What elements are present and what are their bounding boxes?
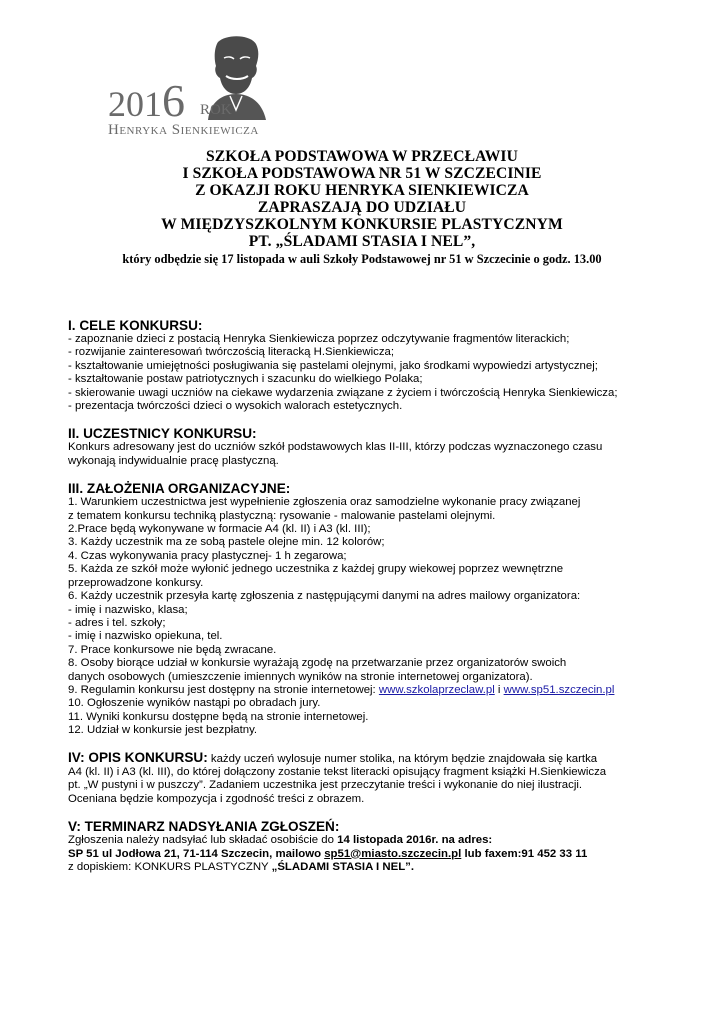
logo-rok: ROK — [200, 102, 232, 118]
logo-name: Henryka Sienkiewicza — [108, 122, 259, 138]
link-szkolaprzeclaw[interactable]: www.szkolaprzeclaw.pl — [378, 683, 495, 696]
deadline-date: 14 listopada 2016r. na adres: — [337, 834, 493, 847]
deadline-line — [68, 834, 688, 847]
rule-line: 5. Każda ze szkół może wyłonić jednego uczestnika z każdej grupy wiekowej poprzez wewnętrzne — [68, 563, 564, 576]
list-item: - kształtowanie umiejętności posługiwania się pastelami olejnymi, jako środkami wypowiedzi artystycznej; — [68, 359, 598, 372]
section-4-text: każdy uczeń wylosuje numer stolika, na którym będzie znajdowała się kartka — [207, 752, 598, 765]
list-item: - zapoznanie dzieci z postacią Henryka Sienkiewicza poprzez odczytywanie fragmentów literackich; — [68, 333, 570, 345]
rule-line: 1. Warunkiem uczestnictwa jest wypełnienie zgłoszenia oraz samodzielne wykonanie pracy związanej — [68, 496, 581, 509]
paragraph-line: A4 (kl. II) i A3 (kl. III), do której dołączony zostanie tekst literacki opisujący fragment książki H.Sienkiewicza — [68, 765, 607, 778]
section-3-title: III. ZAŁOŻENIA ORGANIZACYJNE: — [68, 481, 291, 497]
rule-9-mid: i — [494, 683, 504, 696]
header-line: I SZKOŁA PODSTAWOWA NR 51 W SZCZECINIE — [182, 165, 542, 182]
rule-9-text: 9. Regulamin konkursu jest dostępny na stronie internetowej: — [68, 683, 379, 696]
fax-text: lub faxem:91 452 33 11 — [461, 847, 588, 860]
deadline-text: Zgłoszenia należy nadsyłać lub składać osobiście do — [68, 834, 338, 847]
header-line: SZKOŁA PODSTAWOWA W PRZECŁAWIU — [206, 148, 518, 165]
header — [40, 148, 684, 267]
rule-line: 8. Osoby biorące udział w konkursie wyrażają zgodę na przetwarzanie przez organizatorów swoich — [68, 657, 567, 670]
rule-line: danych osobowych (umieszczenie imiennych wyników na stronie internetowej organizatora). — [68, 670, 533, 683]
header-line: PT. „ŚLADAMI STASIA I NEL”, — [248, 233, 476, 250]
logo — [90, 30, 290, 138]
header-subline: który odbędzie się 17 listopada w auli Szkoły Podstawowej nr 51 w Szczecinie o godz. 13.00 — [122, 252, 602, 266]
list-item: - rozwijanie zainteresowań twórczością literacką H.Sienkiewicza; — [68, 346, 395, 359]
paragraph-line: Oceniana będzie kompozycja i zgodność treści z obrazem. — [68, 792, 365, 805]
rule-line: 6. Każdy uczestnik przesyła kartę zgłoszenia z następującymi danymi na adres mailowy organizatora: — [68, 590, 581, 603]
section-2-title: II. UCZESTNICY KONKURSU: — [68, 426, 257, 442]
rule-line: przeprowadzone konkursy. — [68, 576, 204, 589]
list-item: - skierowanie uwagi uczniów na ciekawe wydarzenia związane z życiem i twórczością Henryka Sienkiewicza; — [68, 386, 618, 399]
note-title: „ŚLADAMI STASIA I NEL”. — [271, 861, 415, 873]
rule-line: - adres i tel. szkoły; — [68, 616, 166, 629]
rule-line: 10. Ogłoszenie wyników nastąpi po obradach jury. — [68, 697, 321, 710]
rule-line-9 — [68, 684, 688, 697]
header-line: ZAPRASZAJĄ DO UDZIAŁU — [257, 199, 467, 216]
rule-line: - imię i nazwisko opiekuna, tel. — [68, 630, 223, 643]
address-text: SP 51 ul Jodłowa 21, 71-114 Szczecin, mailowo — [68, 847, 325, 860]
rule-line: 3. Każdy uczestnik ma ze sobą pastele olejne min. 12 kolorów; — [68, 536, 385, 549]
rule-line: - imię i nazwisko, klasa; — [68, 603, 188, 616]
section-4-first-line — [68, 751, 688, 766]
link-sp51[interactable]: www.sp51.szczecin.pl — [503, 683, 615, 696]
note-text: z dopiskiem: KONKURS PLASTYCZNY — [68, 861, 272, 873]
logo-year: 2016 — [108, 75, 185, 126]
section-4-title: IV: OPIS KONKURSU: — [68, 749, 208, 765]
rule-line: z tematem konkursu techniką plastyczną: rysowanie - malowanie pastelami olejnymi. — [68, 509, 496, 522]
rule-line: 12. Udział w konkursie jest bezpłatny. — [68, 724, 258, 737]
header-line: W MIĘDZYSZKOLNYM KONKURSIE PLASTYCZNYM — [161, 216, 563, 233]
rule-line: 2.Prace będą wykonywane w formacie A4 (kl. II) i A3 (kl. III); — [68, 523, 371, 536]
email-link[interactable]: sp51@miasto.szczecin.pl — [324, 847, 462, 860]
rule-line: 7. Prace konkursowe nie będą zwracane. — [68, 643, 277, 656]
address-line — [68, 848, 688, 861]
content — [68, 318, 688, 874]
paragraph-line: wykonają indywidualnie pracę plastyczną. — [68, 454, 279, 467]
paragraph-line: pt. „W pustyni i w puszczy”. Zadaniem uczestnika jest przeczytanie treści i wykonanie do niej ilustracji. — [68, 779, 583, 792]
section-1-title: I. CELE KONKURSU: — [68, 318, 203, 333]
rule-line: 4. Czas wykonywania pracy plastycznej- 1 h zegarowa; — [68, 549, 347, 562]
rule-line: 11. Wyniki konkursu dostępne będą na stronie internetowej. — [68, 710, 369, 723]
header-line: Z OKAZJI ROKU HENRYKA SIENKIEWICZA — [195, 182, 529, 199]
note-line — [68, 861, 688, 874]
list-item: - prezentacja twórczości dzieci o wysokich walorach estetycznych. — [68, 400, 403, 413]
section-5-title: V: TERMINARZ NADSYŁANIA ZGŁOSZEŃ: — [68, 819, 340, 835]
paragraph-line: Konkurs adresowany jest do uczniów szkół podstawowych klas II-III, którzy podczas wyznaczonego czasu — [68, 441, 603, 454]
list-item: - kształtowanie postaw patriotycznych i szacunku do wielkiego Polaka; — [68, 373, 423, 386]
